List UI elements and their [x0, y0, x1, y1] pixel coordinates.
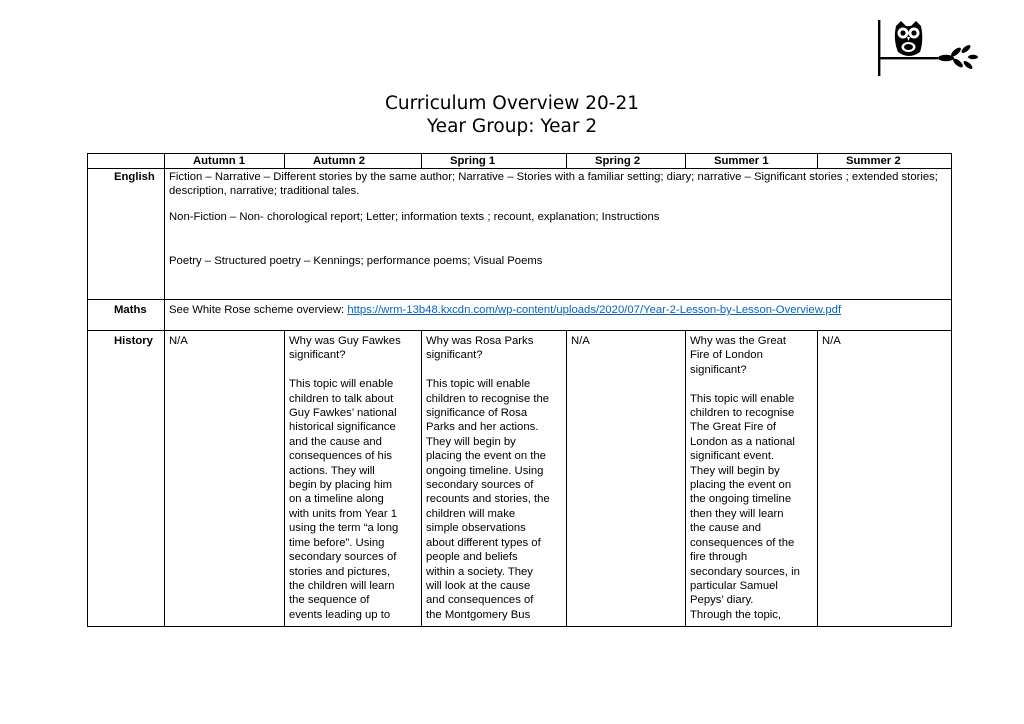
column-header-summer-1: Summer 1 [686, 154, 818, 169]
english-row [88, 169, 952, 300]
english-poetry: Poetry – Structured poetry – Kennings; performance poems; Visual Poems [169, 255, 543, 268]
history-spring-2-text: N/A [571, 335, 590, 347]
history-spring-1-text: Why was Rosa Parks significant? This topic will enable children to recognise the significance of Rosa Parks and her actions. They will begin by placing the event on the ongoing timeline. Using secondary sources of recounts and stories, the children will make simple observations about different types of people and beliefs within a society. They will look at the cause and consequences of the Montgomery Bus [426, 335, 550, 621]
year-group-title: Year Group: Year 2 [426, 116, 598, 137]
column-header-spring-2: Spring 2 [567, 154, 686, 169]
owl-logo-icon [874, 18, 980, 78]
history-summer-1 [686, 331, 818, 627]
corner-cell [88, 154, 165, 169]
english-content [165, 169, 952, 300]
subject-history: History [88, 331, 165, 627]
maths-text: See White Rose scheme overview: [169, 304, 348, 316]
history-autumn-2 [285, 331, 422, 627]
history-summer-1-text: Why was the Great Fire of London significant? This topic will enable children to recognise The Great Fire of London as a national significant event. They will begin by placing the event on the ongoing timeline then they will learn the cause and consequences of the fire through secondary sources, in particular Samuel Pepys’ diary. Through the topic, [690, 335, 800, 621]
maths-row [88, 300, 952, 331]
column-header-autumn-1: Autumn 1 [165, 154, 285, 169]
column-header-autumn-2: Autumn 2 [285, 154, 422, 169]
history-autumn-1-text: N/A [169, 335, 188, 347]
english-non-fiction: Non-Fiction – Non- chorological report; Letter; information texts ; recount, explanation; Instructions [169, 210, 660, 223]
history-autumn-2-text: Why was Guy Fawkes significant? This topic will enable children to talk about Guy Fawkes’ national historical significance and the cause and consequences of his actions. They will begin by placing him on a timeline along with units from Year 1 using the term “a long time before”. Using secondary sources of stories and pictures, the children will learn the sequence of events leading up to [289, 335, 401, 621]
history-row [88, 331, 952, 627]
history-summer-2 [818, 331, 952, 627]
maths-content [165, 300, 952, 331]
history-summer-2-text: N/A [822, 335, 841, 347]
history-autumn-1 [165, 331, 285, 627]
white-rose-link[interactable]: https://wrm-13b48.kxcdn.com/wp-content/uploads/2020/07/Year-2-Lesson-by-Lesson-Overview.pdf [347, 304, 842, 316]
curriculum-table [87, 153, 952, 627]
english-fiction: Fiction – Narrative – Different stories by the same author; Narrative – Stories with a familiar setting; diary; narrative – Significant stories ; extended stories; description, narrative; traditional tales. [169, 171, 938, 198]
column-header-summer-2: Summer 2 [818, 154, 952, 169]
history-spring-2 [567, 331, 686, 627]
subject-english: English [88, 169, 165, 300]
header-row [88, 154, 952, 169]
history-spring-1 [422, 331, 567, 627]
subject-maths: Maths [88, 300, 165, 331]
page-title: Curriculum Overview 20-21 [384, 93, 640, 114]
column-header-spring-1: Spring 1 [422, 154, 567, 169]
